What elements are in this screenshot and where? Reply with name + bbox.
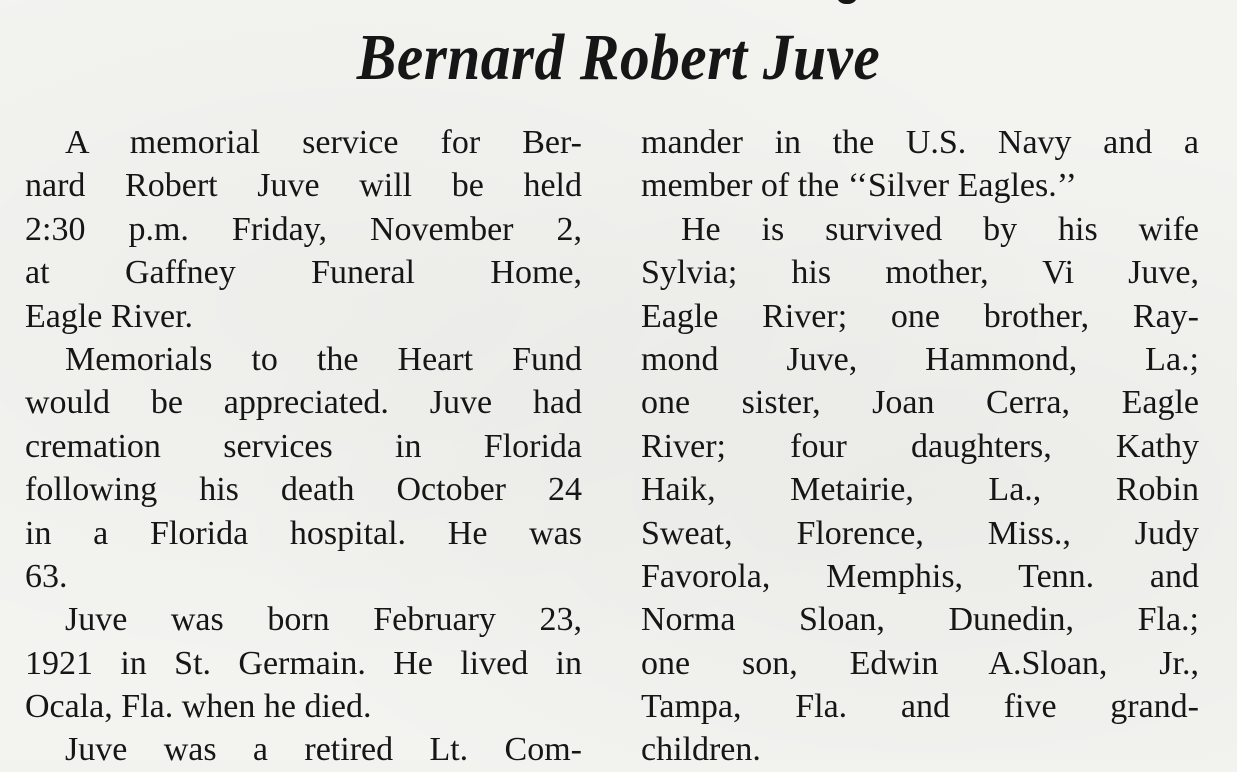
paragraph-birth	[25, 598, 582, 728]
text-line: A memorial service for Ber-	[65, 124, 582, 161]
text-line: Eagle River; one brother, Ray-	[641, 297, 1199, 335]
text-line: children.	[641, 731, 761, 769]
text-line: Haik, Metairie, La., Robin	[641, 471, 1199, 509]
left-column	[25, 121, 582, 772]
text-line: in a Florida hospital. He was	[25, 514, 582, 552]
text-line: Eagle River.	[25, 297, 194, 335]
paragraph-memorials	[25, 338, 582, 598]
paragraph-survivors	[641, 208, 1199, 772]
text-line: would be appreciated. Juve had	[25, 384, 582, 422]
text-line: He is survived by his wife	[681, 210, 1199, 248]
text-line: nard Robert Juve will be held	[25, 167, 582, 205]
text-line: Juve was born February 23,	[65, 601, 582, 639]
text-line: 1921 in St. Germain. He lived in	[25, 644, 582, 682]
right-column	[641, 121, 1199, 772]
text-line: one son, Edwin A.Sloan, Jr.,	[641, 644, 1199, 682]
text-line: 63.	[25, 557, 68, 595]
paragraph-memorial-service	[25, 121, 582, 338]
obituary-headline: Bernard Robert Juve	[356, 21, 881, 94]
text-line: at Gaffney Funeral Home,	[25, 254, 582, 292]
paragraph-navy-service	[25, 728, 582, 771]
text-line: River; four daughters, Kathy	[641, 427, 1199, 465]
text-line: member of the ‘‘Silver Eagles.’’	[641, 167, 1077, 205]
text-line: mander in the U.S. Navy and a	[641, 124, 1199, 161]
text-line: Tampa, Fla. and five grand-	[641, 688, 1199, 726]
paragraph-navy-service-continued	[641, 121, 1199, 208]
text-line: cremation services in Florida	[25, 427, 582, 465]
text-line: Norma Sloan, Dunedin, Fla.;	[641, 601, 1199, 639]
text-line: Favorola, Memphis, Tenn. and	[641, 557, 1199, 595]
text-line: 2:30 p.m. Friday, November 2,	[25, 210, 582, 248]
text-line: Sweat, Florence, Miss., Judy	[641, 514, 1199, 552]
text-line: one sister, Joan Cerra, Eagle	[641, 384, 1199, 422]
previous-headline-fragment	[836, 0, 858, 4]
text-line: following his death October 24	[25, 471, 582, 509]
text-line: Sylvia; his mother, Vi Juve,	[641, 254, 1199, 292]
text-line: Memorials to the Heart Fund	[65, 340, 582, 378]
text-line: Ocala, Fla. when he died.	[25, 688, 372, 726]
text-line: mond Juve, Hammond, La.;	[641, 340, 1199, 378]
text-line: Juve was a retired Lt. Com-	[65, 731, 582, 769]
